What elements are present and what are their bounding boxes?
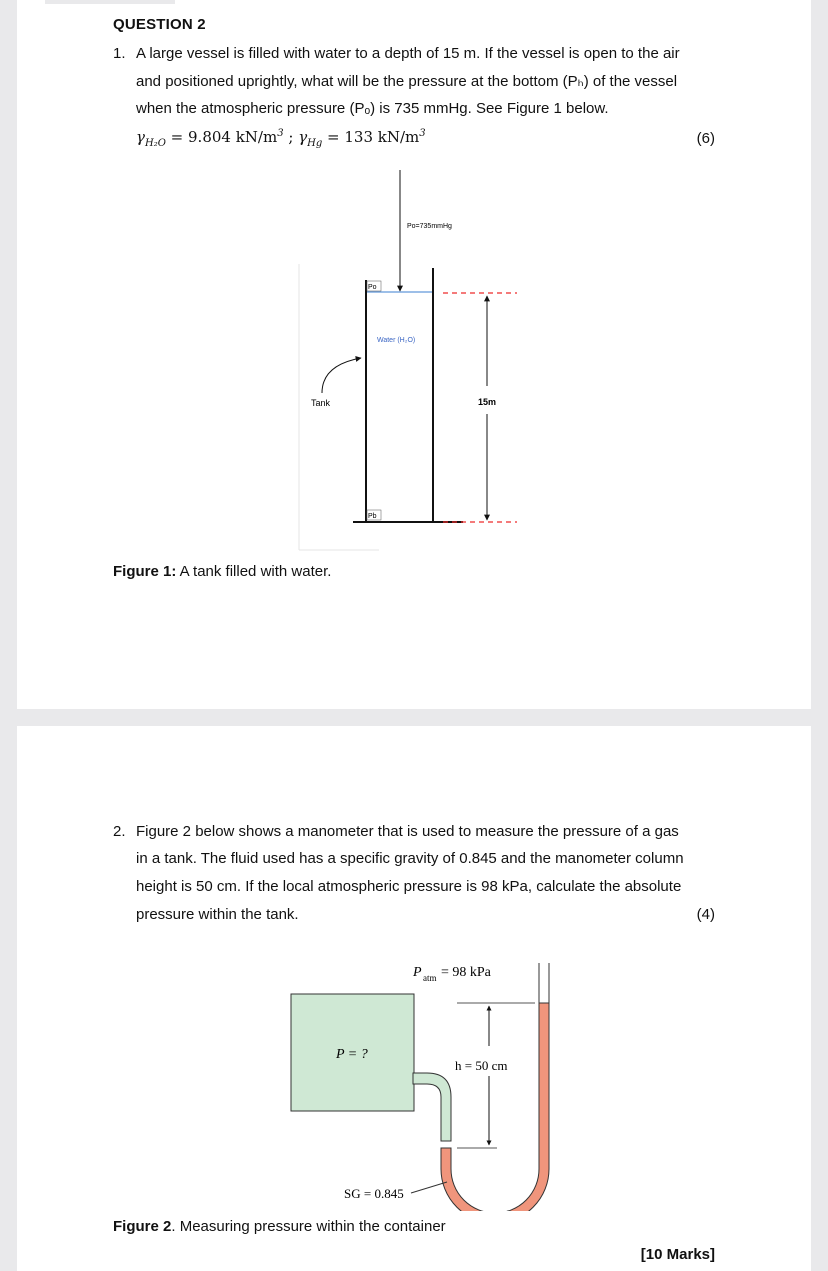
tank-pointer-arrow [322, 358, 361, 393]
tank-label: Tank [311, 398, 331, 408]
po-small-label: Po [368, 284, 377, 291]
water-label: Water (H₂O) [377, 337, 416, 344]
h-label: h = 50 cm [455, 1058, 508, 1073]
patm-value: = 98 kPa [441, 965, 491, 980]
figure-1-tank-diagram [17, 160, 811, 580]
page-1 [17, 0, 811, 709]
figure-2-caption: Figure 2. Measuring pressure within the container [113, 1218, 446, 1235]
total-marks: [10 Marks] [640, 1246, 715, 1263]
q2-line-2: in a tank. The fluid used has a specific gravity of 0.845 and the manometer column [136, 850, 684, 867]
page-top-strip [45, 0, 175, 4]
sg-label: SG = 0.845 [344, 1186, 404, 1201]
manometer-fluid [441, 1003, 549, 1211]
depth-label: 15m [478, 397, 497, 407]
patm-subscript: atm [423, 973, 437, 983]
q1-marks: (6) [696, 130, 715, 147]
question-title: QUESTION 2 [113, 16, 206, 33]
q2-line-3: height is 50 cm. If the local atmospheric pressure is 98 kPa, calculate the absolute [136, 878, 682, 895]
sg-pointer [411, 1182, 447, 1193]
q2-number: 2. [113, 823, 126, 840]
q1-number: 1. [113, 45, 126, 62]
q2-marks: (4) [696, 906, 715, 923]
q2-line-4: pressure within the tank. [136, 906, 299, 923]
po-label: Po=735mmHg [407, 223, 452, 230]
tank-pressure-label: P = ? [336, 1047, 368, 1062]
q1-line-3: when the atmospheric pressure (Pₒ) is 735 mmHg. See Figure 1 below. [136, 100, 609, 117]
tank-connector [413, 1073, 451, 1141]
figure-1-caption: Figure 1: A tank filled with water. [113, 563, 332, 580]
q1-line-2: and positioned uprightly, what will be the pressure at the bottom (Pₕ) of the vessel [136, 73, 678, 90]
q1-specific-weights: $\gamma_{H_2O} = 9.804$ $kN/m^3$ ; $\gamma_{Hg} = 133$ $kN/m^3$ [136, 128, 426, 149]
figure-2-manometer-diagram [17, 951, 811, 1211]
page-2 [17, 726, 811, 1271]
q1-line-1: A large vessel is filled with water to a depth of 15 m. If the vessel is open to the air [136, 45, 680, 62]
patm-symbol: P [413, 965, 422, 980]
q2-line-1: Figure 2 below shows a manometer that is used to measure the pressure of a gas [136, 823, 679, 840]
pb-small-label: Pb [368, 513, 377, 520]
